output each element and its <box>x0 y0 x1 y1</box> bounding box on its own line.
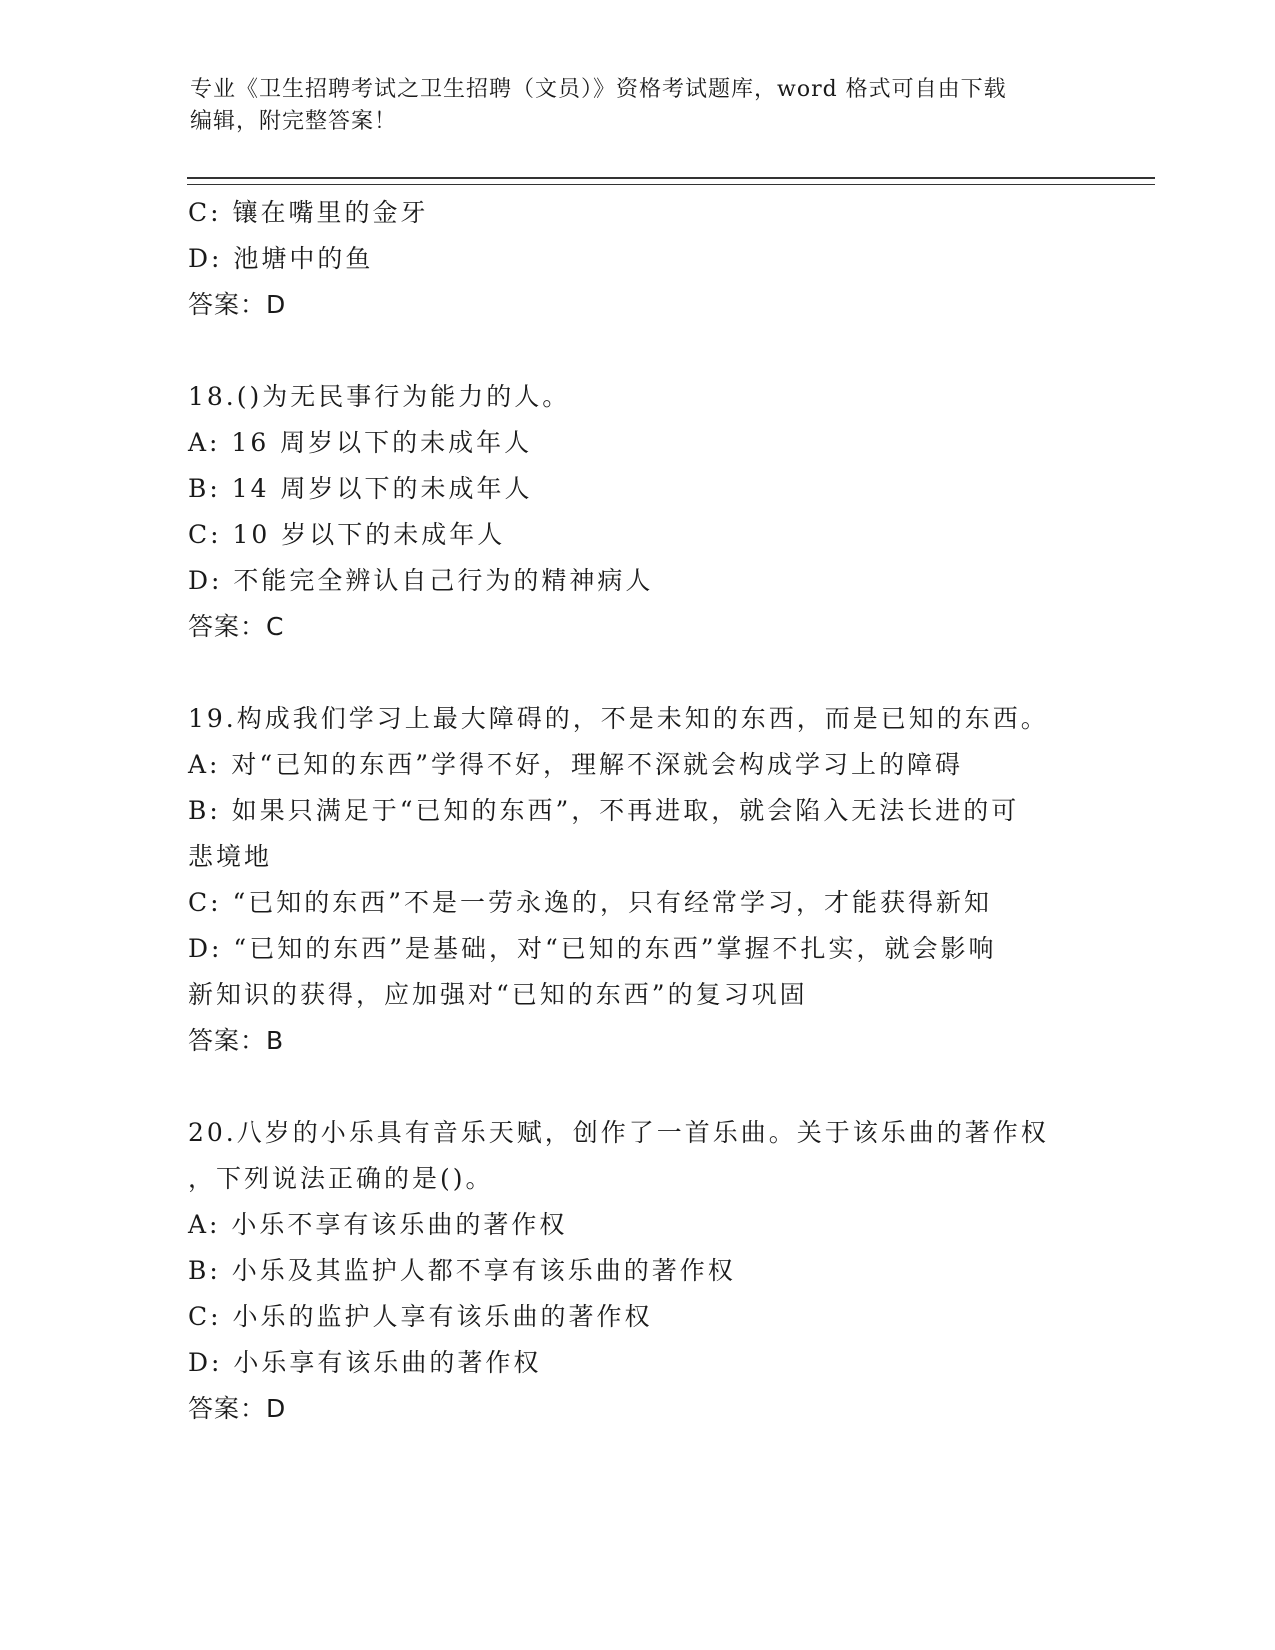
question-18-option-c: C: 10 岁以下的未成年人 <box>188 520 506 549</box>
question-18-option-d: D: 不能完全辨认自己行为的精神病人 <box>188 566 654 595</box>
prev-answer: 答案：D <box>188 290 287 319</box>
question-19-option-b-line-2: 悲境地 <box>188 842 273 871</box>
question-19-option-d-line-2: 新知识的获得，应加强对“已知的东西”的复习巩固 <box>188 980 808 1009</box>
question-20-option-a: A: 小乐不享有该乐曲的著作权 <box>188 1210 568 1239</box>
spacer <box>188 650 1088 696</box>
question-19-option-d-line-1: D: “已知的东西”是基础，对“已知的东西”掌握不扎实，就会影响 <box>188 934 997 963</box>
question-20-option-b: B: 小乐及其监护人都不享有该乐曲的著作权 <box>188 1256 736 1285</box>
prev-option-c: C: 镶在嘴里的金牙 <box>188 198 429 227</box>
question-18-block <box>188 374 1088 650</box>
question-20-text-line-1: 20.八岁的小乐具有音乐天赋，创作了一首乐曲。关于该乐曲的著作权 <box>188 1118 1049 1147</box>
header-divider <box>187 177 1155 185</box>
question-list <box>188 190 1088 1432</box>
header-line-2: 编辑，附完整答案！ <box>190 109 398 134</box>
question-19-option-a: A: 对“已知的东西”学得不好，理解不深就会构成学习上的障碍 <box>188 750 963 779</box>
question-20-option-d: D: 小乐享有该乐曲的著作权 <box>188 1348 542 1377</box>
question-20-answer: 答案：D <box>188 1394 287 1423</box>
question-19-option-c: C: “已知的东西”不是一劳永逸的，只有经常学习，才能获得新知 <box>188 888 993 917</box>
question-20-text-line-2: ，下列说法正确的是()。 <box>188 1164 494 1193</box>
question-19-text: 19.构成我们学习上最大障碍的，不是未知的东西，而是已知的东西。 <box>188 704 1049 733</box>
question-18-option-a: A: 16 周岁以下的未成年人 <box>188 428 533 457</box>
spacer <box>188 328 1088 374</box>
question-18-answer: 答案：C <box>188 612 285 641</box>
prev-option-d: D: 池塘中的鱼 <box>188 244 374 273</box>
header-line-1: 专业《卫生招聘考试之卫生招聘（文员）》资格考试题库，word 格式可自由下载 <box>190 77 1007 102</box>
prev-question-block <box>188 190 1088 328</box>
question-20-block <box>188 1110 1088 1432</box>
question-18-text: 18.()为无民事行为能力的人。 <box>188 382 571 411</box>
page-header <box>190 74 1090 138</box>
question-18-option-b: B: 14 周岁以下的未成年人 <box>188 474 533 503</box>
question-19-answer: 答案：B <box>188 1026 285 1055</box>
question-19-option-b-line-1: B: 如果只满足于“已知的东西”，不再进取，就会陷入无法长进的可 <box>188 796 1020 825</box>
question-19-block <box>188 696 1088 1064</box>
question-20-option-c: C: 小乐的监护人享有该乐曲的著作权 <box>188 1302 653 1331</box>
spacer <box>188 1064 1088 1110</box>
